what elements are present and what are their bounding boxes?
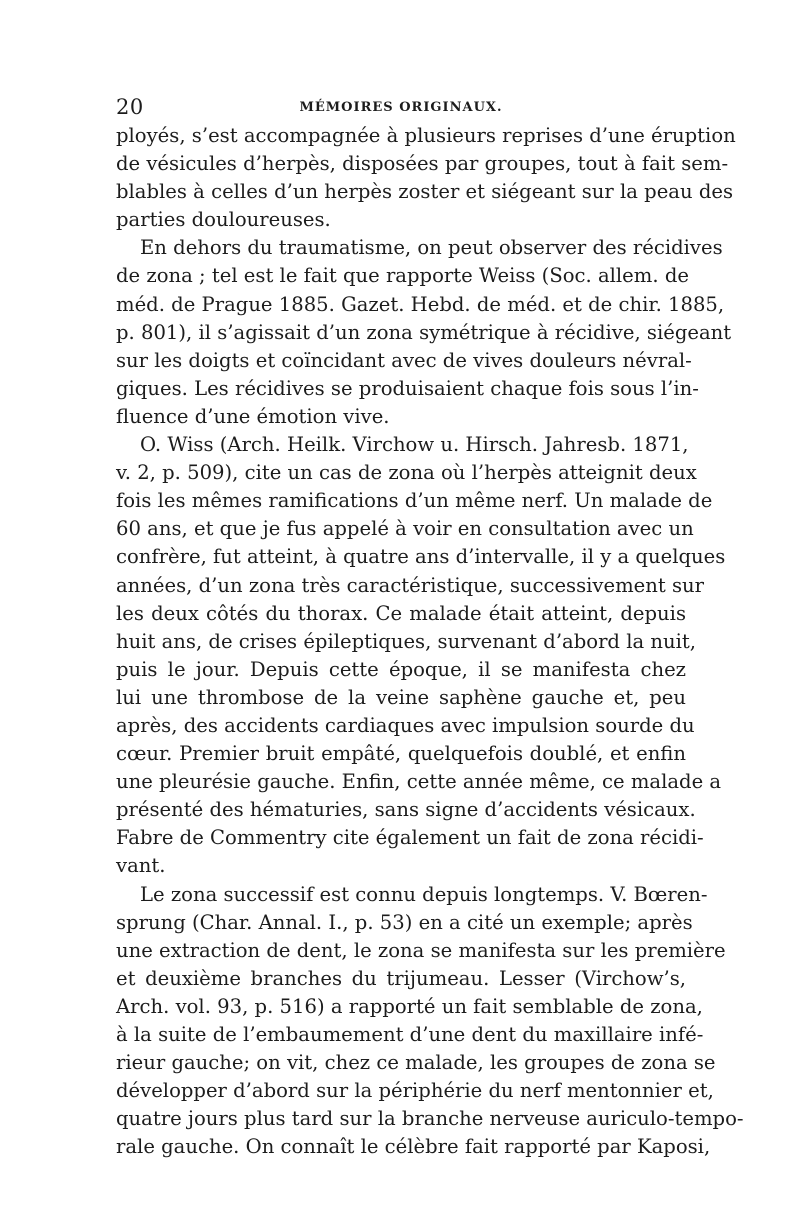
text-line: fluence d’une émotion vive. bbox=[116, 404, 390, 428]
text-line: rieur gauche; on vit, chez ce malade, les groupes de zona se bbox=[116, 1051, 716, 1075]
text-line: présenté des hématuries, sans signe d’accidents vésicaux. bbox=[116, 798, 696, 822]
text-line: quatre jours plus tard sur la branche nerveuse auriculo-tempo- bbox=[116, 1107, 744, 1131]
text-line: Fabre de Commentry cite également un fait de zona récidi- bbox=[116, 826, 704, 850]
text-line: et deuxième branches du trijumeau. Lesser (Virchow’s, bbox=[116, 966, 686, 990]
text-line: rale gauche. On connaît le célèbre fait rapporté par Kaposi, bbox=[116, 1135, 711, 1159]
text-line: une pleurésie gauche. Enfin, cette année même, ce malade a bbox=[116, 770, 722, 794]
text-line: En dehors du traumatisme, on peut observer des récidives bbox=[140, 236, 723, 260]
text-line: Le zona successif est connu depuis longtemps. V. Bœren- bbox=[140, 882, 708, 906]
text-line: années, d’un zona très caractéristique, successivement sur bbox=[116, 573, 705, 597]
body-text bbox=[116, 122, 744, 1161]
text-line: les deux côtés du thorax. Ce malade était atteint, depuis bbox=[116, 601, 686, 625]
text-line: de vésicules d’herpès, disposées par groupes, tout à fait sem- bbox=[116, 152, 729, 176]
text-line: lui une thrombose de la veine saphène gauche et, peu bbox=[116, 685, 686, 709]
page-header bbox=[116, 95, 686, 125]
text-line: cœur. Premier bruit empâté, quelquefois doublé, et enfin bbox=[116, 742, 686, 766]
text-line: p. 801), il s’agissait d’un zona symétrique à récidive, siégeant bbox=[116, 320, 732, 344]
text-line: puis le jour. Depuis cette époque, il se manifesta chez bbox=[116, 657, 686, 681]
page-number: 20 bbox=[116, 95, 144, 119]
text-line: v. 2, p. 509), cite un cas de zona où l’herpès atteignit deux bbox=[116, 461, 697, 485]
text-line: fois les mêmes ramifications d’un même nerf. Un malade de bbox=[116, 489, 713, 513]
text-line: à la suite de l’embaumement d’une dent du maxillaire infé- bbox=[116, 1023, 704, 1046]
text-line: sur les doigts et coïncidant avec de vives douleurs névral- bbox=[116, 348, 692, 372]
text-line: vant. bbox=[116, 854, 166, 878]
text-line: après, des accidents cardiaques avec impulsion sourde du bbox=[116, 713, 695, 737]
text-line: blables à celles d’un herpès zoster et siégeant sur la peau des bbox=[116, 180, 734, 204]
running-head: MÉMOIRES ORIGINAUX. bbox=[299, 100, 503, 115]
text-line: de zona ; tel est le fait que rapporte Weiss (Soc. allem. de bbox=[116, 264, 689, 288]
text-line: ployés, s’est accompagnée à plusieurs reprises d’une éruption bbox=[116, 124, 736, 147]
text-line: parties douloureuses. bbox=[116, 208, 331, 232]
text-line: sprung (Char. Annal. I., p. 53) en a cité un exemple; après bbox=[116, 910, 693, 934]
text-line: méd. de Prague 1885. Gazet. Hebd. de méd. et de chir. 1885, bbox=[116, 292, 725, 316]
text-line: O. Wiss (Arch. Heilk. Virchow u. Hirsch. Jahresb. 1871, bbox=[140, 433, 689, 457]
text-line: Arch. vol. 93, p. 516) a rapporté un fait semblable de zona, bbox=[116, 994, 703, 1018]
text-line: huit ans, de crises épileptiques, survenant d’abord la nuit, bbox=[116, 629, 696, 653]
text-line: développer d’abord sur la périphérie du nerf mentonnier et, bbox=[116, 1079, 714, 1103]
text-line: confrère, fut atteint, à quatre ans d’intervalle, il y a quelques bbox=[116, 545, 726, 569]
text-line: 60 ans, et que je fus appelé à voir en consultation avec un bbox=[116, 517, 694, 541]
text-line: giques. Les récidives se produisaient chaque fois sous l’in- bbox=[116, 376, 699, 400]
text-line: une extraction de dent, le zona se manifesta sur les première bbox=[116, 938, 726, 962]
